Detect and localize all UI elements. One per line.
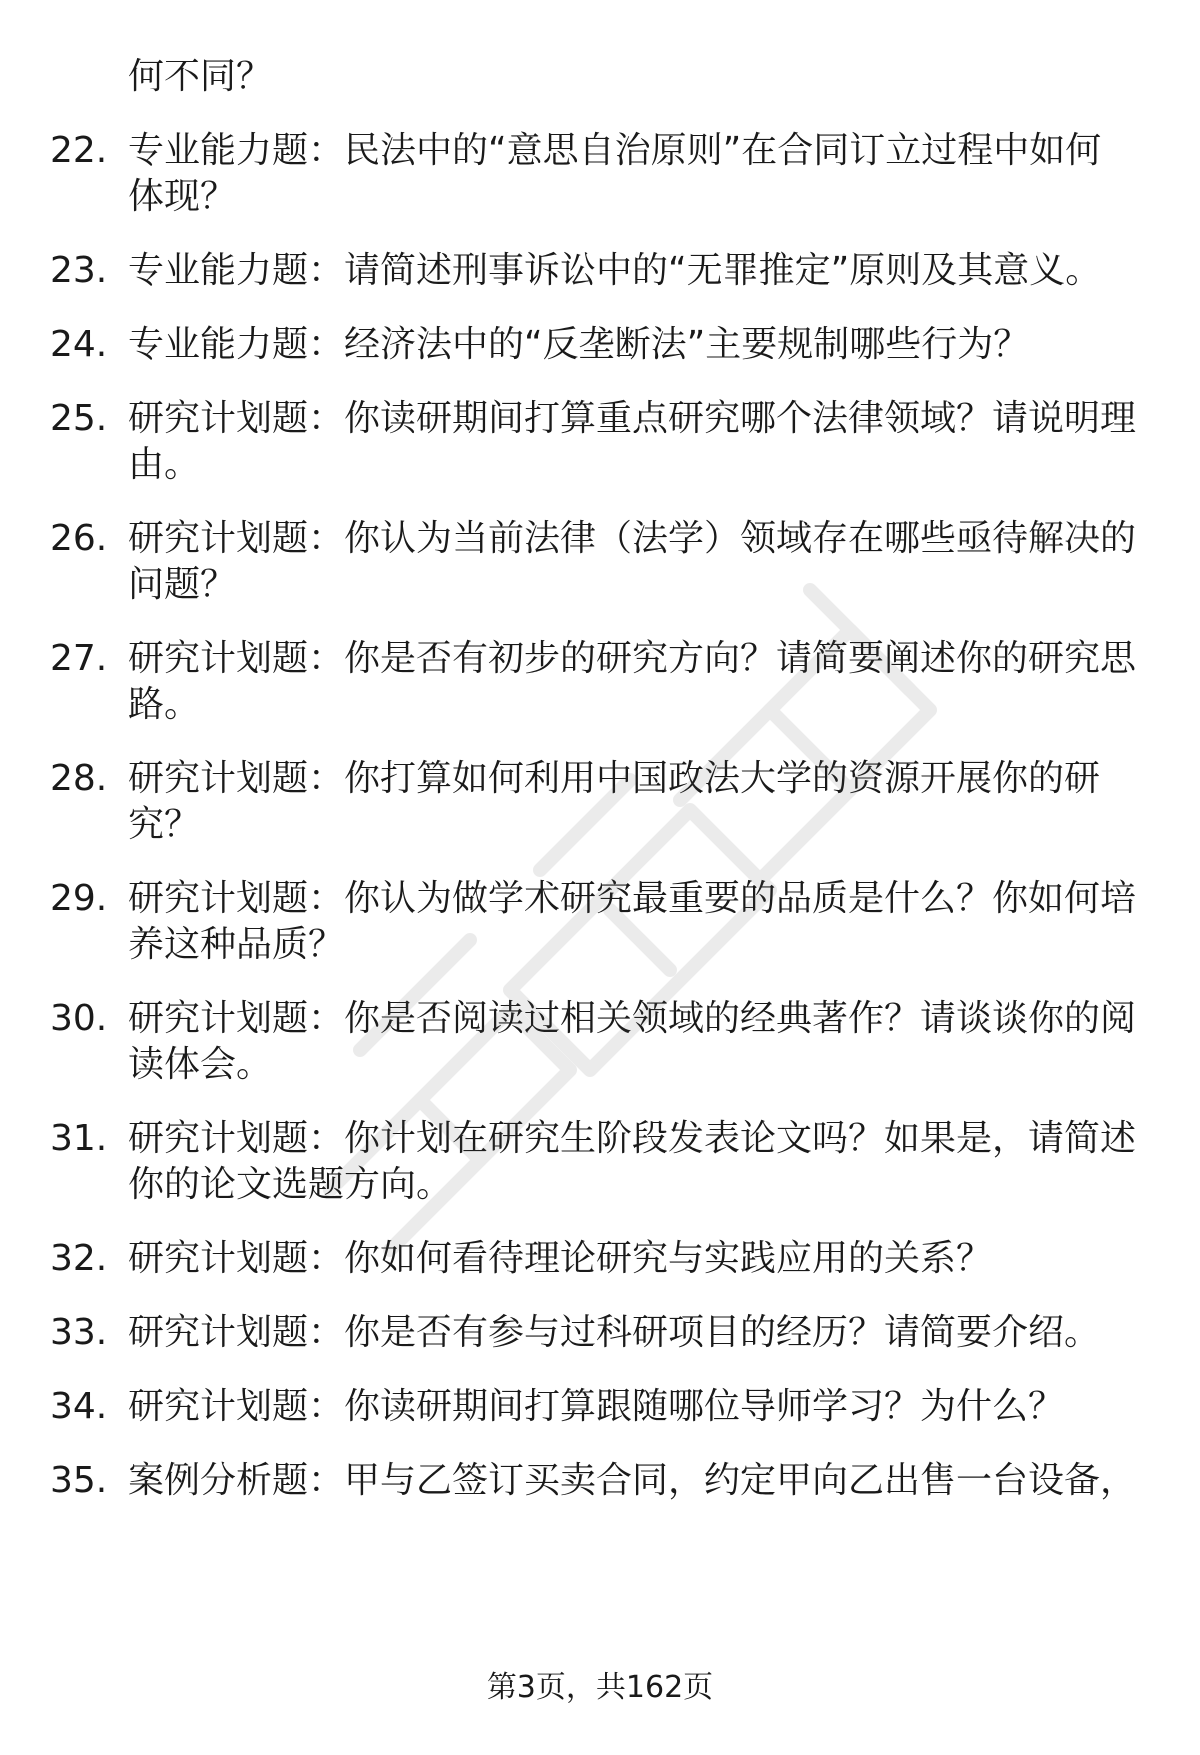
question-text: 专业能力题：经济法中的“反垄断法”主要规制哪些行为？ (128, 324, 1030, 365)
question-text: 你的论文选题方向。 (128, 1164, 453, 1205)
question-number: 24. (50, 324, 108, 365)
question-item-wrap (0, 1160, 1200, 1210)
question-item (0, 320, 1200, 370)
question-text: 研究计划题：你打算如何利用中国政法大学的资源开展你的研 (128, 758, 1101, 799)
question-item (0, 1114, 1200, 1164)
question-text: 究？ (128, 804, 201, 845)
question-text: 研究计划题：你如何看待理论研究与实践应用的关系？ (128, 1238, 993, 1279)
question-text: 研究计划题：你是否有初步的研究方向？请简要阐述你的研究思 (128, 638, 1137, 679)
question-text: 研究计划题：你是否阅读过相关领域的经典著作？请谈谈你的阅 (128, 998, 1137, 1039)
question-text: 研究计划题：你认为做学术研究最重要的品质是什么？你如何培 (128, 878, 1137, 919)
question-item (0, 1234, 1200, 1284)
question-item-wrap (0, 172, 1200, 222)
question-item (0, 994, 1200, 1044)
question-text: 养这种品质？ (128, 924, 345, 965)
question-number: 30. (50, 998, 108, 1039)
question-item (0, 1308, 1200, 1358)
question-text: 专业能力题：请简述刑事诉讼中的“无罪推定”原则及其意义。 (128, 250, 1102, 291)
question-item-wrap (0, 440, 1200, 490)
question-item-wrap (0, 800, 1200, 850)
question-text: 何不同？ (128, 56, 273, 97)
question-item (0, 1382, 1200, 1432)
question-text: 研究计划题：你计划在研究生阶段发表论文吗？如果是，请简述 (128, 1118, 1137, 1159)
question-item (0, 1456, 1200, 1506)
question-text: 研究计划题：你读研期间打算跟随哪位导师学习？为什么？ (128, 1386, 1065, 1427)
question-item (0, 874, 1200, 924)
question-number: 23. (50, 250, 108, 291)
page-number-footer: 第3页，共162页 (486, 1670, 714, 1705)
question-number: 32. (50, 1238, 108, 1279)
question-item (0, 754, 1200, 804)
question-item-wrap (0, 1040, 1200, 1090)
question-number: 29. (50, 878, 108, 919)
question-text: 研究计划题：你认为当前法律（法学）领域存在哪些亟待解决的 (128, 518, 1137, 559)
question-item-wrap (0, 560, 1200, 610)
question-item (0, 126, 1200, 176)
question-text: 案例分析题：甲与乙签订买卖合同，约定甲向乙出售一台设备， (128, 1460, 1137, 1501)
question-item (0, 634, 1200, 684)
question-continuation (0, 52, 1200, 102)
question-text: 专业能力题：民法中的“意思自治原则”在合同订立过程中如何 (128, 130, 1102, 171)
question-item-wrap (0, 680, 1200, 730)
question-text: 路。 (128, 684, 201, 725)
question-number: 35. (50, 1460, 108, 1501)
question-number: 26. (50, 518, 108, 559)
question-number: 28. (50, 758, 108, 799)
question-number: 22. (50, 130, 108, 171)
question-item (0, 514, 1200, 564)
question-number: 34. (50, 1386, 108, 1427)
question-number: 31. (50, 1118, 108, 1159)
question-text: 研究计划题：你是否有参与过科研项目的经历？请简要介绍。 (128, 1312, 1101, 1353)
question-item (0, 246, 1200, 296)
question-text: 体现？ (128, 176, 237, 217)
question-number: 25. (50, 398, 108, 439)
question-item-wrap (0, 920, 1200, 970)
question-number: 27. (50, 638, 108, 679)
question-number: 33. (50, 1312, 108, 1353)
question-text: 问题？ (128, 564, 237, 605)
question-item (0, 394, 1200, 444)
question-text: 读体会。 (128, 1044, 273, 1085)
question-text: 研究计划题：你读研期间打算重点研究哪个法律领域？请说明理 (128, 398, 1137, 439)
question-text: 由。 (128, 444, 201, 485)
